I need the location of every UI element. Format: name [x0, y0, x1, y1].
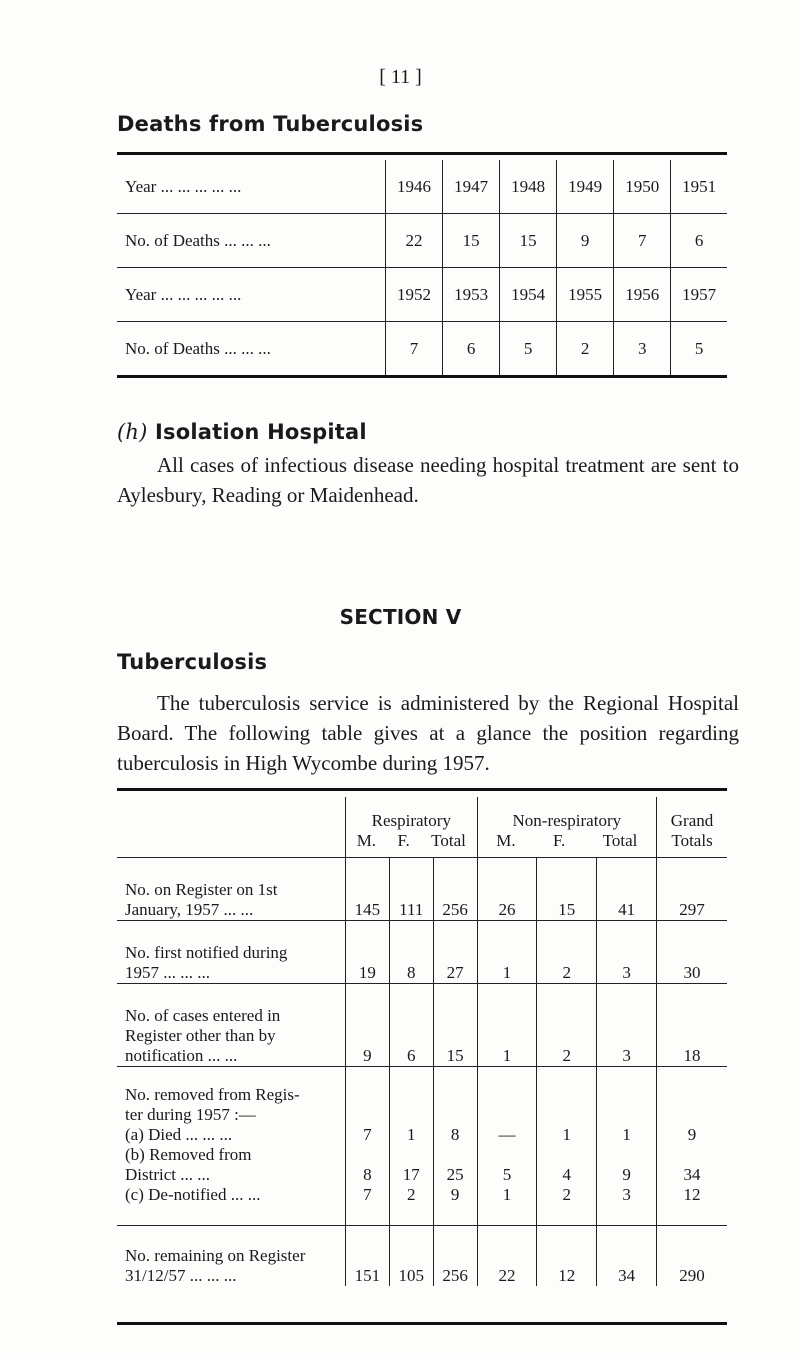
tb-cell: 8: [346, 1145, 390, 1185]
deaths-cell: 1949: [557, 160, 614, 214]
tb-row-label-line: ter during 1957 :—: [125, 1105, 256, 1124]
tb-cell: —: [477, 1125, 537, 1145]
tb-cell: 7: [346, 1125, 390, 1145]
deaths-cell: 1957: [671, 268, 727, 322]
deaths-cell: 5: [671, 322, 727, 376]
nonresp-total-header: Total: [602, 831, 638, 850]
tb-cell: 30: [657, 921, 727, 984]
grand-label-2: Totals: [671, 831, 713, 850]
tuberculosis-table: [117, 797, 727, 1286]
tb-cell: 41: [597, 858, 657, 921]
isolation-heading-text: Isolation Hospital: [155, 420, 367, 444]
tb-cell: 1: [477, 1185, 537, 1226]
respiratory-group-label: Respiratory: [371, 811, 451, 830]
deaths-cell: 22: [386, 214, 443, 268]
tb-row-label-line: January, 1957 ... ...: [125, 900, 254, 919]
tb-top-rule: [117, 788, 727, 791]
tuberculosis-heading: Tuberculosis: [117, 650, 268, 674]
resp-m-header: M.: [356, 831, 377, 850]
tb-table-row: [117, 1226, 727, 1287]
tb-cell: 25: [433, 1145, 477, 1185]
respiratory-header: [346, 797, 478, 858]
tb-cell: 5: [477, 1145, 537, 1185]
tb-table-row: [117, 984, 727, 1067]
tb-cell: 22: [477, 1226, 537, 1287]
tb-cell: [389, 1067, 433, 1126]
tb-cell: 18: [657, 984, 727, 1067]
deaths-cell: 1952: [386, 268, 443, 322]
tb-cell: 12: [537, 1226, 597, 1287]
tuberculosis-paragraph: The tuberculosis service is administered by the Regional Hospital Board. The following table gives at a glance the position regarding tuberculosis in High Wycombe during 1957.: [117, 691, 739, 775]
tb-cell: 297: [657, 858, 727, 921]
tb-row-label-line: 1957 ... ... ...: [125, 963, 210, 982]
tb-row-label-line: (a) Died ... ... ...: [125, 1125, 233, 1144]
tb-cell: [433, 1067, 477, 1126]
nonrespiratory-group-label: Non-respiratory: [512, 811, 622, 830]
tb-row-label-line: No. on Register on 1st: [125, 880, 278, 899]
tb-cell: 1: [597, 1125, 657, 1145]
tb-cell: 145: [346, 858, 390, 921]
tb-cell: [346, 1067, 390, 1126]
tb-row-label: [117, 1125, 346, 1145]
tb-cell: [477, 1067, 537, 1126]
tb-table-row: [117, 858, 727, 921]
respiratory-subheaders: [346, 831, 477, 851]
tb-cell: 19: [346, 921, 390, 984]
tb-row-label-line: No. first notified during: [125, 943, 288, 962]
tb-cell: 1: [389, 1125, 433, 1145]
tb-cell: 3: [597, 984, 657, 1067]
tb-row-label: [117, 921, 346, 984]
deaths-table-row: [117, 322, 727, 376]
tb-row-label-line: No. removed from Regis-: [125, 1085, 300, 1104]
deaths-cell: 1947: [443, 160, 500, 214]
tb-cell: 256: [433, 858, 477, 921]
nonresp-m-header: M.: [496, 831, 516, 850]
tb-row-label-line: (b) Removed from: [125, 1145, 252, 1164]
deaths-cell: 3: [614, 322, 671, 376]
tb-table-row: [117, 1067, 727, 1126]
tb-cell: 3: [597, 921, 657, 984]
deaths-cell: 15: [443, 214, 500, 268]
tb-cell: 2: [537, 984, 597, 1067]
tb-row-label: [117, 1185, 346, 1226]
nonresp-f-header: F.: [552, 831, 566, 850]
tb-row-label-line: notification ... ...: [125, 1046, 238, 1065]
tb-cell: 9: [597, 1145, 657, 1185]
tb-cell: 34: [597, 1226, 657, 1287]
tb-cell: 3: [597, 1185, 657, 1226]
tb-cell: 105: [389, 1226, 433, 1287]
nonrespiratory-header: [477, 797, 656, 858]
tb-cell: 2: [537, 921, 597, 984]
tb-cell: 6: [389, 984, 433, 1067]
deaths-cell: 7: [386, 322, 443, 376]
tb-row-label: [117, 1067, 346, 1126]
deaths-cell: 15: [500, 214, 557, 268]
deaths-cell: 1950: [614, 160, 671, 214]
tb-row-label-line: Register other than by: [125, 1026, 276, 1045]
tb-cell: 256: [433, 1226, 477, 1287]
deaths-row-label: No. of Deaths ... ... ...: [117, 322, 386, 376]
deaths-cell: 1955: [557, 268, 614, 322]
tb-cell: [537, 1067, 597, 1126]
tb-cell: 8: [389, 921, 433, 984]
page-number: [ 11 ]: [379, 66, 422, 88]
tb-row-label: [117, 1145, 346, 1185]
tb-cell: 9: [346, 984, 390, 1067]
tb-row-label-line: No. of cases entered in: [125, 1006, 281, 1025]
tb-table-row: [117, 1185, 727, 1226]
tb-row-label: [117, 858, 346, 921]
resp-f-header: F.: [397, 831, 410, 850]
tb-cell: 1: [477, 984, 537, 1067]
deaths-cell: 1946: [386, 160, 443, 214]
tb-table-row: [117, 921, 727, 984]
deaths-row-label: Year ... ... ... ... ...: [117, 268, 386, 322]
tb-cell: 7: [346, 1185, 390, 1226]
tb-cell: 9: [657, 1125, 727, 1145]
tb-cell: 4: [537, 1145, 597, 1185]
tb-cell: 1: [477, 921, 537, 984]
tb-cell: 26: [477, 858, 537, 921]
tb-bottom-rule: [117, 1322, 727, 1325]
tb-cell: 15: [537, 858, 597, 921]
grand-totals-header: [657, 797, 727, 858]
tb-cell: [597, 1067, 657, 1126]
tb-cell: 8: [433, 1125, 477, 1145]
tb-cell: 111: [389, 858, 433, 921]
deaths-cell: 6: [671, 214, 727, 268]
grand-label-1: Grand: [670, 811, 714, 830]
isolation-heading: [117, 420, 367, 444]
deaths-table-row: [117, 214, 727, 268]
deaths-cell: 1953: [443, 268, 500, 322]
deaths-cell: 6: [443, 322, 500, 376]
tb-cell: 27: [433, 921, 477, 984]
deaths-table-row: [117, 160, 727, 214]
deaths-table: [117, 160, 727, 375]
tb-cell: 17: [389, 1145, 433, 1185]
nonrespiratory-subheaders: [478, 831, 656, 851]
tb-cell: 151: [346, 1226, 390, 1287]
tb-row-label: [117, 1226, 346, 1287]
tb-header-blank: [117, 797, 346, 858]
deaths-cell: 7: [614, 214, 671, 268]
deaths-cell: 1948: [500, 160, 557, 214]
deaths-cell: 5: [500, 322, 557, 376]
tb-table-row: [117, 1125, 727, 1145]
section-title: SECTION V: [339, 605, 462, 629]
deaths-cell: 1951: [671, 160, 727, 214]
tb-row-label-line: 31/12/57 ... ... ...: [125, 1266, 237, 1285]
tb-cell: 15: [433, 984, 477, 1067]
isolation-heading-prefix: (h): [117, 420, 148, 444]
tb-cell: 34: [657, 1145, 727, 1185]
tb-row-label-line: No. remaining on Register: [125, 1246, 306, 1265]
resp-total-header: Total: [431, 831, 466, 850]
tb-cell: 9: [433, 1185, 477, 1226]
tb-cell: 2: [537, 1185, 597, 1226]
deaths-cell: 9: [557, 214, 614, 268]
tb-cell: [657, 1067, 727, 1126]
deaths-row-label: Year ... ... ... ... ...: [125, 176, 242, 196]
tb-row-label: [117, 984, 346, 1067]
tb-table-row: [117, 1145, 727, 1185]
tb-row-label-line: District ... ...: [125, 1165, 210, 1184]
tb-row-label-line: (c) De-notified ... ...: [125, 1185, 261, 1204]
isolation-paragraph: All cases of infectious disease needing hospital treatment are sent to Aylesbury, Reading or Maidenhead.: [117, 453, 739, 507]
top-rule: [117, 152, 727, 155]
tb-cell: 290: [657, 1226, 727, 1287]
tb-cell: 12: [657, 1185, 727, 1226]
tb-cell: 2: [389, 1185, 433, 1226]
deaths-cell: 1956: [614, 268, 671, 322]
tb-cell: 1: [537, 1125, 597, 1145]
deaths-table-row: [117, 268, 727, 322]
deaths-heading: Deaths from Tuberculosis: [117, 112, 424, 136]
deaths-cell: 2: [557, 322, 614, 376]
bottom-rule: [117, 375, 727, 378]
deaths-row-label: No. of Deaths ... ... ...: [117, 214, 386, 268]
deaths-cell: 1954: [500, 268, 557, 322]
